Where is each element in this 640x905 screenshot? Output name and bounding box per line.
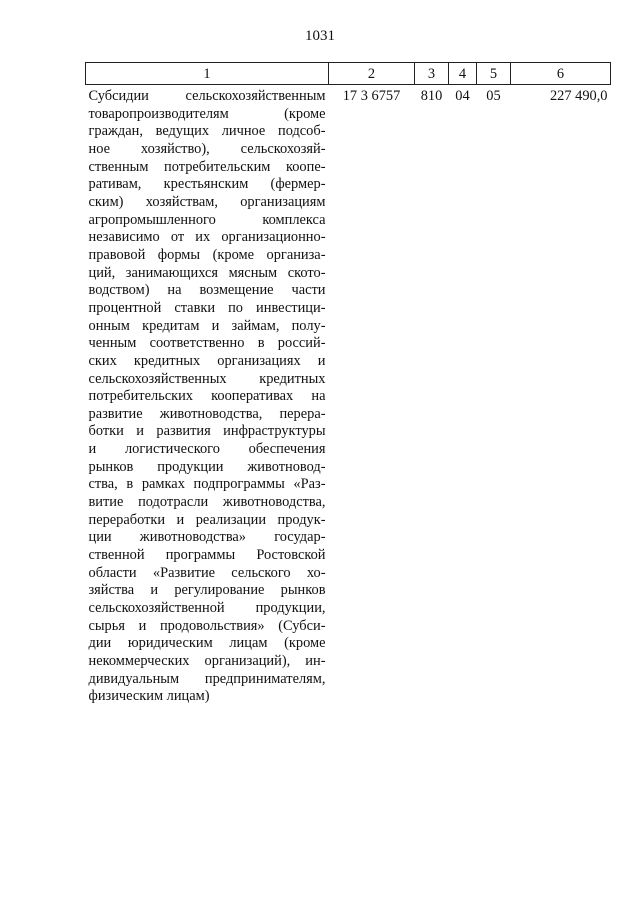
section-code: 04	[455, 88, 470, 104]
description-line: ченным соответственно в россий-	[88, 335, 326, 352]
description-line: сельскохозяйственных кредитных	[88, 370, 326, 387]
description-line: области «Развитие сельского хо-	[88, 564, 326, 581]
budget-table	[85, 62, 611, 706]
subsection-code: 05	[486, 88, 501, 104]
description-line: ственным потребительским коопе-	[88, 158, 326, 175]
expense-type-code: 810	[420, 88, 443, 104]
description-line: ских кредитных организациях и	[88, 352, 326, 369]
target-article-code: 17 3 6757	[342, 88, 401, 104]
column-header-6: 6	[511, 63, 611, 85]
description-line: и логистического обеспечения	[88, 441, 326, 458]
description-line: зяйства и регулирование рынков	[88, 582, 326, 599]
description-line: водством) на возмещение части	[88, 282, 326, 299]
column-header-3: 3	[415, 63, 449, 85]
description-line: процентной ставки по инвестици-	[88, 299, 326, 316]
description-line: витие подотрасли животноводства,	[88, 494, 326, 511]
description-line: ским) хозяйствам, организациям	[88, 193, 326, 210]
description-line: некоммерческих организаций), ин-	[88, 653, 326, 669]
column-header-5: 5	[477, 63, 511, 85]
row-description	[86, 85, 329, 706]
description-line: дивидуальным предпринимателям,	[88, 670, 326, 687]
description-line: ства, в рамках подпрограммы «Раз-	[88, 476, 326, 493]
column-header-2: 2	[329, 63, 415, 85]
description-line: ное хозяйство), сельскохозяй-	[88, 140, 326, 157]
description-line: независимо от их организационно-	[88, 229, 326, 246]
description-line: сельскохозяйственной продукции,	[88, 600, 326, 617]
description-line: ботки и развития инфраструктуры	[88, 423, 326, 440]
description-line: граждан, ведущих личное подсоб-	[88, 123, 326, 140]
description-line: физическим лицам)	[88, 688, 210, 705]
page-number: 1031	[305, 28, 335, 44]
description-line: сырья и продовольствия» (Субси-	[88, 617, 326, 634]
column-header-4: 4	[449, 63, 477, 85]
description-line: дии юридическим лицам (кроме	[88, 635, 326, 652]
description-line: онным кредитам и займам, полу-	[88, 317, 326, 334]
description-line: ственной программы Ростовской	[88, 547, 326, 564]
amount-value: 227 490,0	[549, 88, 608, 104]
column-header-1: 1	[86, 63, 329, 85]
description-line: Субсидии сельскохозяйственным	[88, 88, 326, 104]
description-line: агропромышленного комплекса	[88, 211, 326, 228]
table-header-row	[86, 63, 611, 85]
description-line: развитие животноводства, перера-	[88, 405, 326, 422]
table-row	[86, 85, 611, 706]
description-line: товаропроизводителям (кроме	[88, 105, 326, 122]
description-line: ций, занимающихся мясным ското-	[88, 264, 326, 281]
description-line: ции животноводства» государ-	[88, 529, 326, 546]
description-line: переработки и реализации продук-	[88, 511, 326, 528]
description-line: рынков продукции животновод-	[88, 458, 326, 475]
description-line: потребительских кооперативах на	[88, 388, 326, 405]
description-line: правовой формы (кроме организа-	[88, 246, 326, 263]
description-line: ративам, крестьянским (фермер-	[88, 176, 326, 193]
